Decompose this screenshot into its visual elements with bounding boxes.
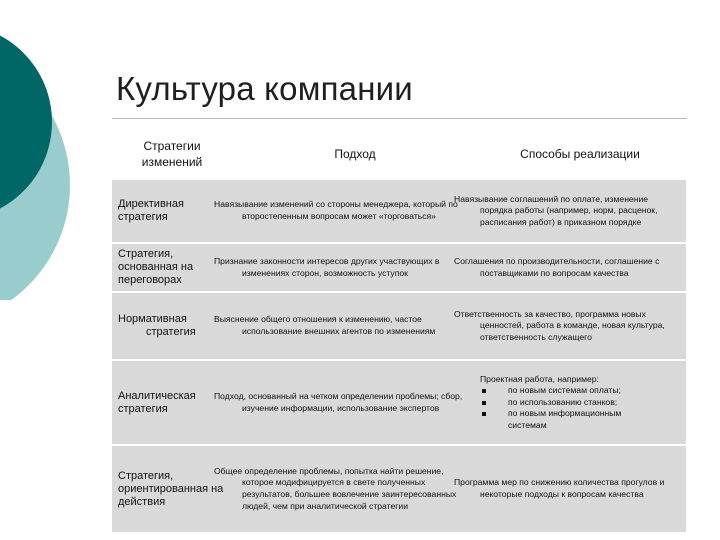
decorative-circles (0, 0, 120, 300)
header-methods: Способы реализации (474, 128, 686, 180)
header-approach: Подход (236, 128, 474, 180)
methods-tail: системам (508, 419, 547, 430)
methods-item: по использованию станков; (480, 397, 680, 409)
strategy-name: Директивная стратегия (118, 198, 184, 223)
approach-text: Признание законности интересов других участвующих в изменениях сторон, возможность уступок (214, 255, 440, 278)
methods-list (474, 371, 686, 435)
strategy-name: Стратегия, основанная на переговорах (118, 248, 194, 286)
slide-title: Культура компании (116, 70, 413, 107)
table-row (112, 243, 686, 292)
methods-item: по новым информационным (480, 408, 680, 420)
methods-item: по новым системам оплаты; (480, 385, 680, 397)
approach-text: Выяснение общего отношения к изменению, частое использование внешних агентов по изменениям (214, 314, 436, 336)
methods-text: Программа мер по снижению количества прогулов и некоторые подходы к вопросам качества (454, 477, 665, 499)
approach-text: Общее определение проблемы, попытка найти решение, которое модифицируется в свете полученных результатов, большее вовлечение заинтересованных людей, чем при аналитической стратегии (214, 465, 457, 511)
approach-text: Навязывание изменений со стороны менеджера, который по второстепенным вопросам может «торговаться» (214, 199, 458, 221)
methods-text: Ответственность за качество, программа новых ценностей, работа в команде, новая культура, ответственность служащего (454, 308, 665, 342)
header-strategies: Стратегии изменений (112, 128, 236, 180)
strategy-name: Аналитическая стратегия (118, 389, 196, 415)
approach-text: Подход, основанный на четком определении проблемы; сбор, изучение информации, использование экспертов (214, 390, 463, 413)
methods-text: Соглашения по производительности, соглашение с поставщиками по вопросам качества (454, 255, 660, 278)
strategies-table (112, 128, 686, 534)
table-header-row (112, 128, 686, 180)
strategy-name: Стратегия, ориентированная на действия (118, 469, 224, 508)
methods-text: Навязывание соглашений по оплате, изменение порядка работы (например, норм, расценок, расписания работ) в приказном порядке (454, 193, 658, 227)
strategy-name: Нормативная стратегия (118, 313, 196, 338)
methods-intro: Проектная работа, например: (480, 373, 599, 384)
table-row (112, 360, 686, 445)
table-row (112, 292, 686, 360)
table-row (112, 180, 686, 243)
title-divider (112, 118, 687, 119)
table-row (112, 445, 686, 533)
